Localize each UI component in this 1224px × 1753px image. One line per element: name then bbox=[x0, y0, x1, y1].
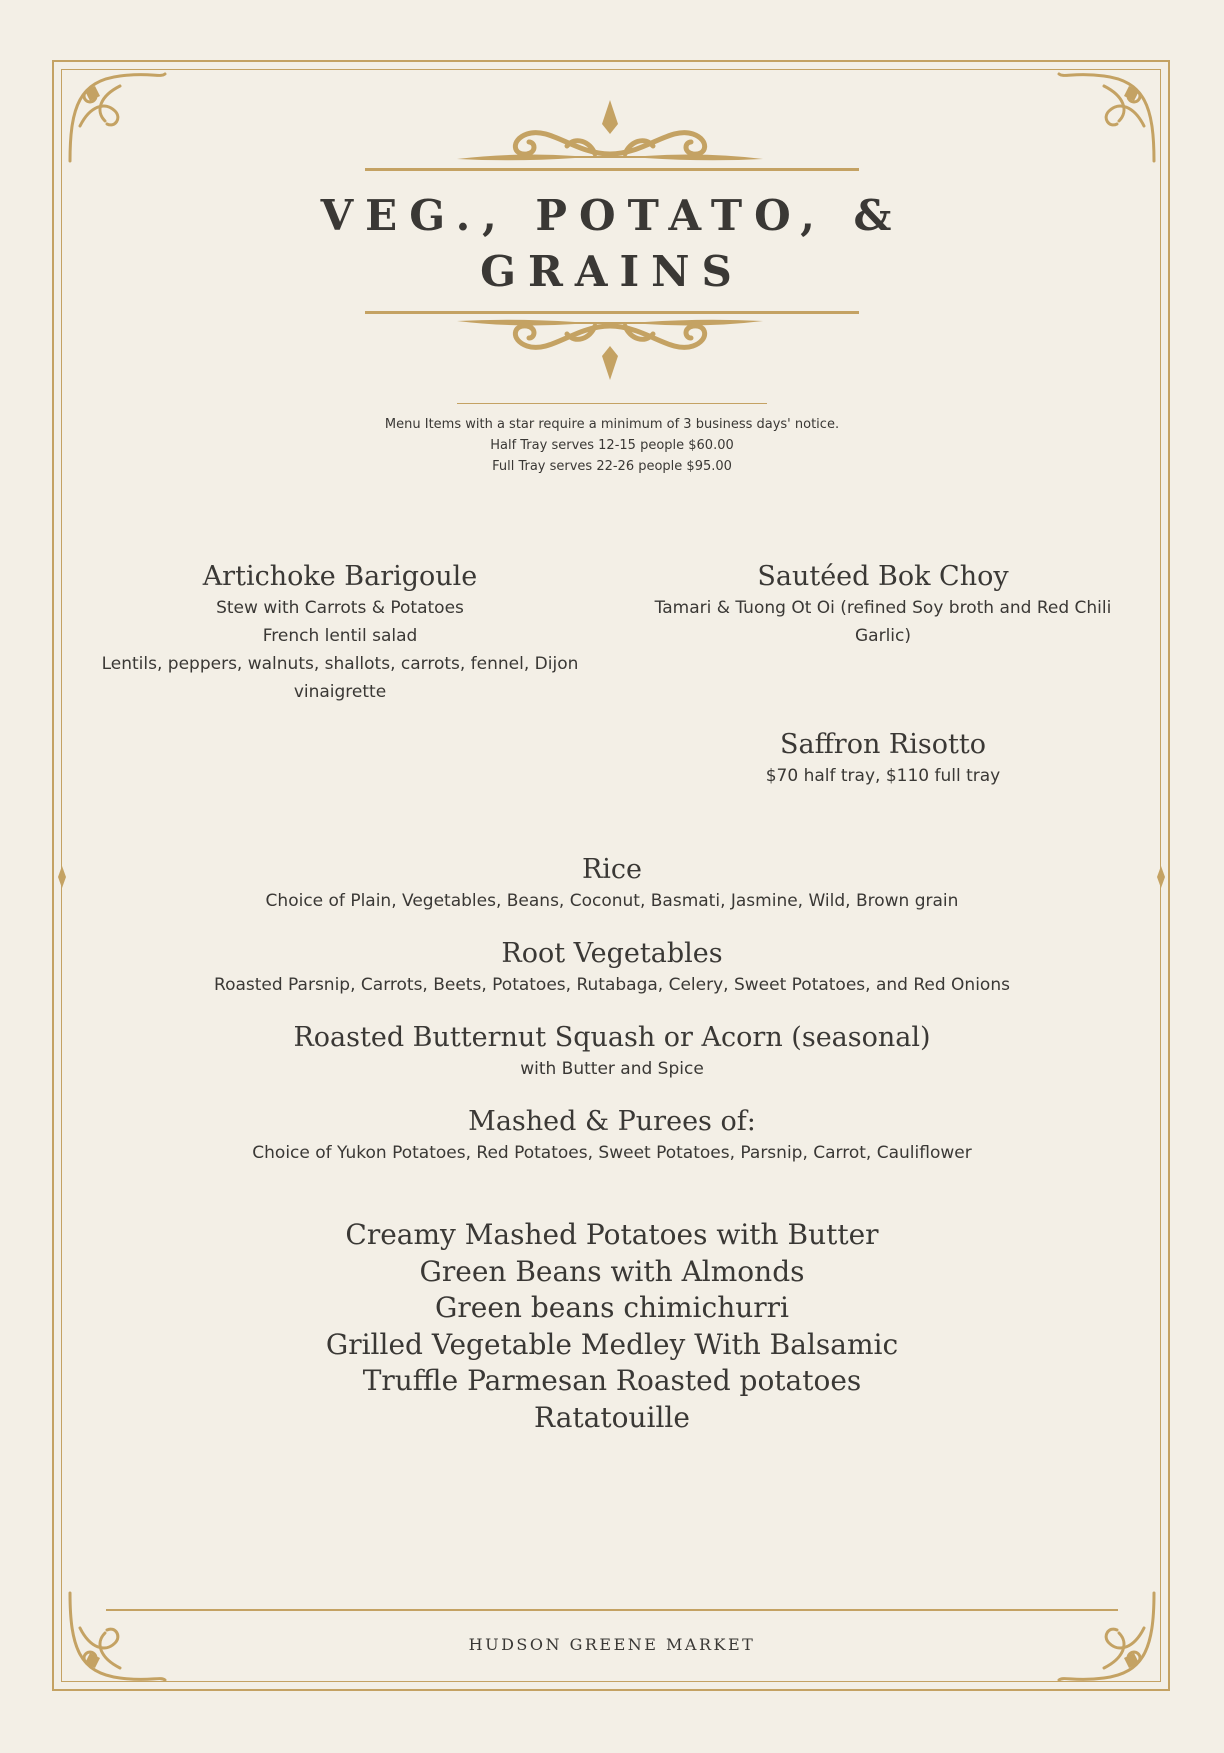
item-name: Mashed & Purees of: bbox=[468, 1106, 756, 1137]
item-desc: Garlic) bbox=[854, 626, 911, 646]
item-desc: Lentils, peppers, walnuts, shallots, carrots, fennel, Dijon bbox=[101, 654, 579, 674]
list-item: Truffle Parmesan Roasted potatoes bbox=[362, 1364, 862, 1397]
side-dish-list bbox=[262, 1217, 962, 1436]
bottom-ornament-icon bbox=[455, 312, 765, 384]
corner-flourish-icon bbox=[60, 66, 170, 176]
corner-flourish-icon bbox=[1054, 1578, 1164, 1688]
item-desc: Choice of Yukon Potatoes, Red Potatoes, Sweet Potatoes, Parsnip, Carrot, Cauliflower bbox=[252, 1143, 972, 1163]
page-title bbox=[300, 188, 924, 300]
side-diamond-icon bbox=[1157, 866, 1165, 888]
item-name: Root Vegetables bbox=[501, 938, 723, 969]
side-diamond-icon bbox=[58, 866, 66, 888]
notice-line: Menu Items with a star require a minimum of 3 business days' notice. bbox=[384, 417, 840, 432]
item-name: Sautéed Bok Choy bbox=[757, 561, 1009, 592]
menu-item-saffron-risotto bbox=[633, 728, 1133, 790]
tray-notice bbox=[312, 414, 912, 477]
menu-item-artichoke-barigoule bbox=[90, 560, 590, 706]
item-name: Saffron Risotto bbox=[780, 729, 986, 760]
item-desc: Stew with Carrots & Potatoes bbox=[216, 598, 464, 618]
item-desc: with Butter and Spice bbox=[520, 1059, 704, 1079]
notice-line: Full Tray serves 22-26 people $95.00 bbox=[492, 459, 732, 474]
item-desc: vinaigrette bbox=[293, 682, 387, 702]
menu-item-butternut-squash bbox=[112, 1021, 1112, 1083]
item-name: Rice bbox=[581, 854, 643, 885]
item-desc: Choice of Plain, Vegetables, Beans, Coconut, Basmati, Jasmine, Wild, Brown grain bbox=[265, 891, 959, 911]
list-item: Green Beans with Almonds bbox=[419, 1254, 805, 1288]
list-item: Grilled Vegetable Medley With Balsamic bbox=[325, 1327, 899, 1361]
item-desc: Roasted Parsnip, Carrots, Beets, Potatoes, Rutabaga, Celery, Sweet Potatoes, and Red Onions bbox=[214, 975, 1010, 995]
footer-divider bbox=[106, 1609, 1118, 1611]
menu-item-root-vegetables bbox=[112, 937, 1112, 999]
title-top-rule bbox=[365, 168, 859, 171]
menu-item-mashed-purees bbox=[112, 1105, 1112, 1167]
notice-divider bbox=[457, 403, 767, 404]
item-desc: $70 half tray, $110 full tray bbox=[765, 766, 1001, 786]
item-desc: French lentil salad bbox=[262, 626, 418, 646]
item-desc: Tamari & Tuong Ot Oi (refined Soy broth and Red Chili bbox=[654, 598, 1112, 618]
footer-brand: HUDSON GREENE MARKET bbox=[468, 1635, 756, 1654]
list-item: Green beans chimichurri bbox=[435, 1291, 789, 1324]
list-item: Ratatouille bbox=[534, 1400, 690, 1434]
notice-line: Half Tray serves 12-15 people $60.00 bbox=[490, 438, 734, 453]
item-name: Artichoke Barigoule bbox=[202, 561, 478, 592]
top-ornament-icon bbox=[455, 96, 765, 166]
corner-flourish-icon bbox=[60, 1578, 170, 1688]
list-item: Creamy Mashed Potatoes with Butter bbox=[345, 1218, 879, 1251]
title-line-1: VEG., POTATO, & bbox=[320, 191, 904, 240]
menu-item-rice bbox=[112, 853, 1112, 915]
title-line-2: GRAINS bbox=[480, 247, 744, 296]
menu-item-sauteed-bok-choy bbox=[633, 560, 1133, 650]
item-name: Roasted Butternut Squash or Acorn (seasonal) bbox=[293, 1022, 931, 1053]
corner-flourish-icon bbox=[1054, 66, 1164, 176]
